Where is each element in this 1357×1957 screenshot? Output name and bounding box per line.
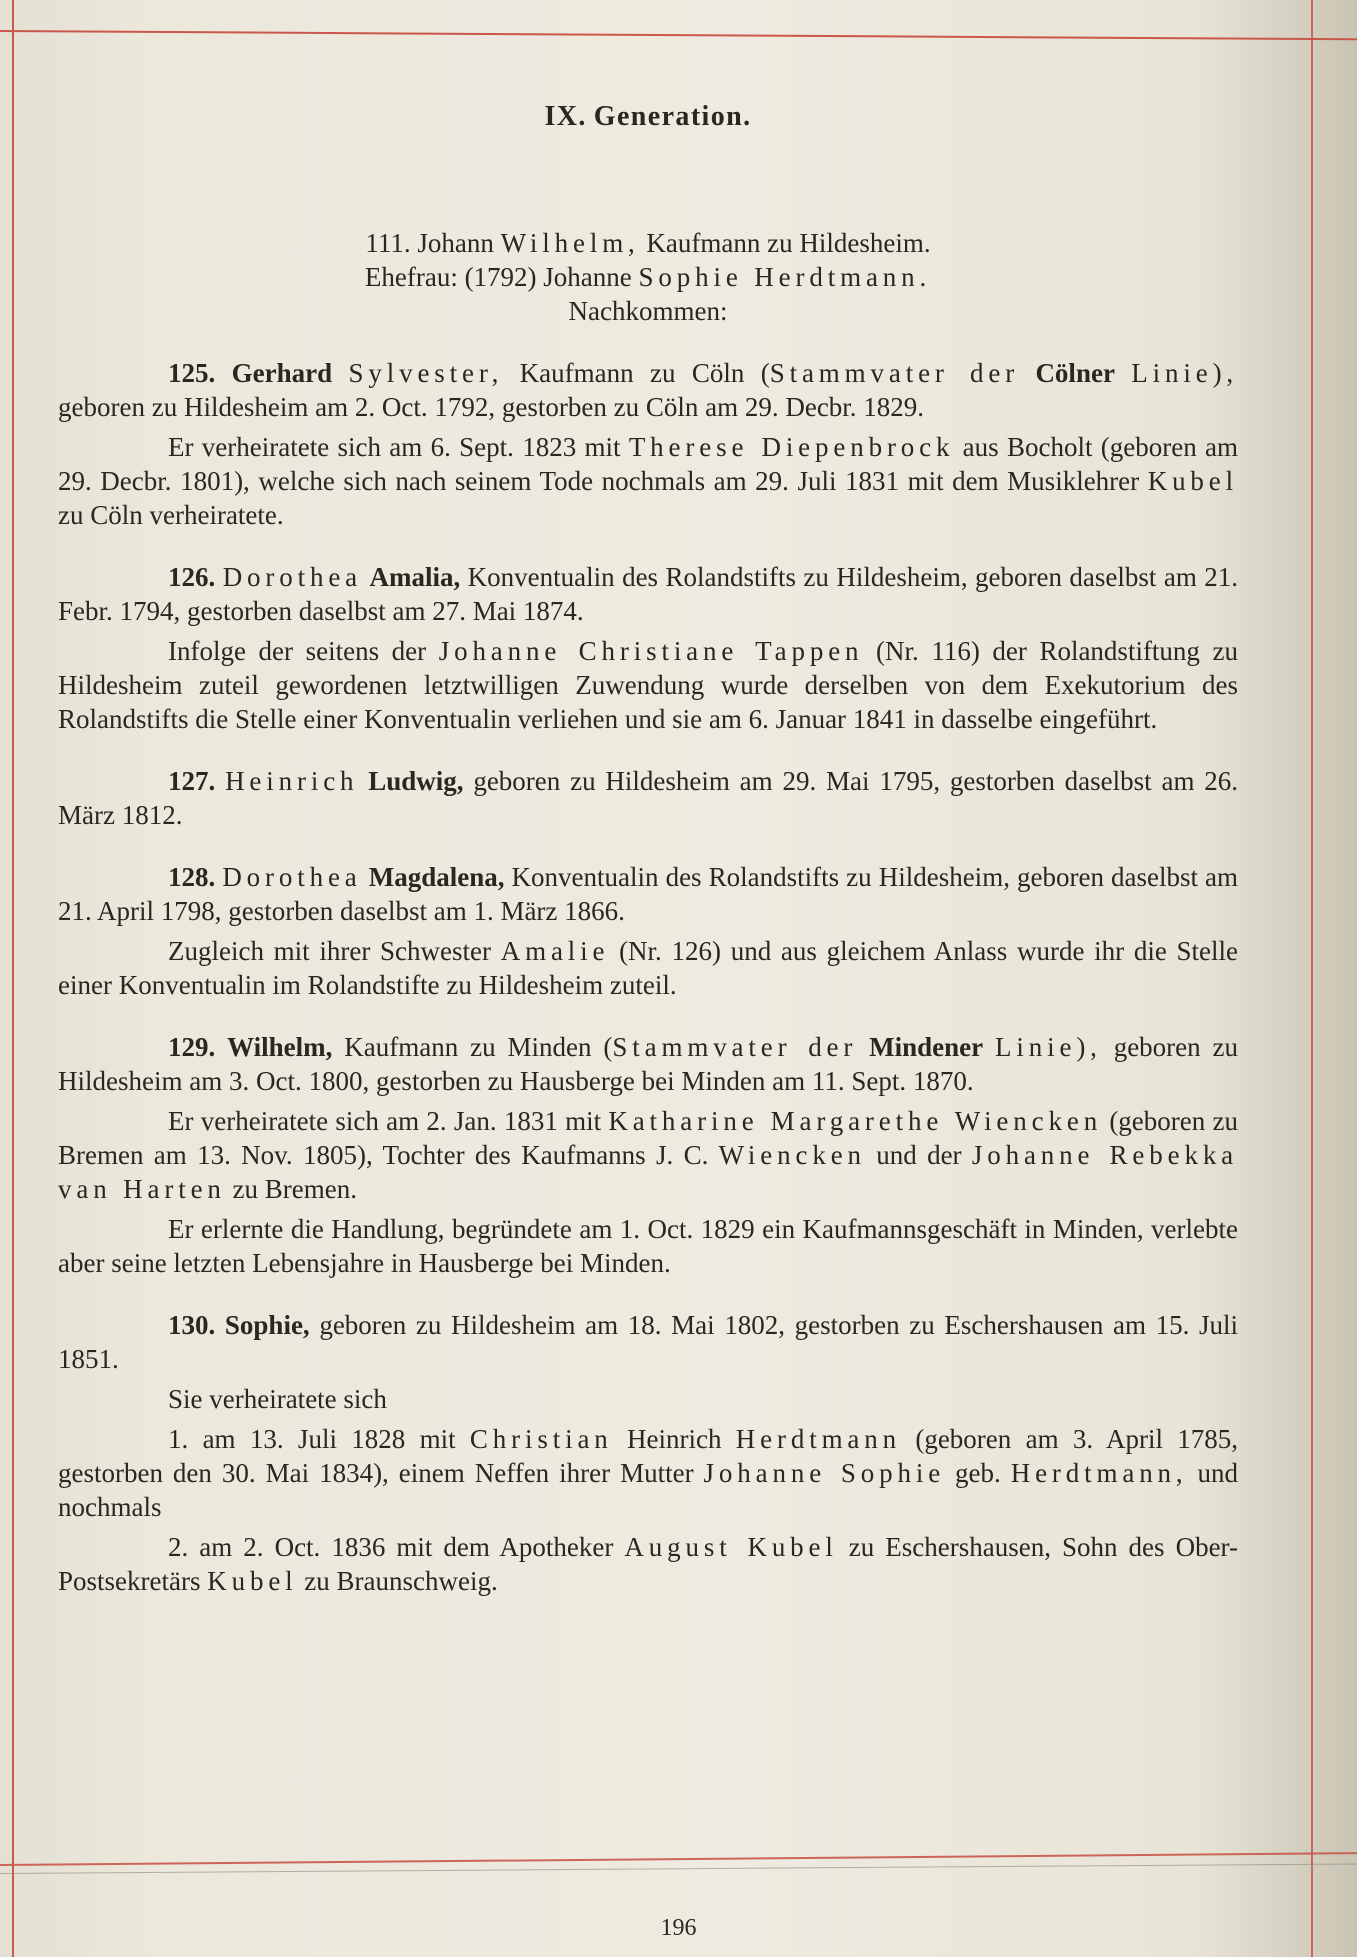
wife-line <box>58 260 1238 294</box>
entry-126-main <box>58 560 1238 628</box>
top-red-rule <box>0 30 1357 40</box>
entry-text: geboren zu Hildesheim am 3. Oct. 1800, gestorben zu Hausberge bei Minden am 11. Sept. 1870. <box>58 1032 1239 1096</box>
entry-number: 128. <box>168 862 216 892</box>
entry-text: Linie), <box>995 1032 1102 1062</box>
entry-129-main <box>58 1030 1238 1098</box>
entry-text: Cölner <box>1035 358 1115 388</box>
entry-name: Sophie, <box>224 1310 310 1340</box>
entry-text: (Nr. 116) der Rolandstiftung zu Hildesheim zuteil gewordenen letztwilligen Zuwendung wurde derselben von dem Exekutorium des Rolandstifts die Stelle einer Konventualin verliehen und sie am 6. Januar 1841 in dasselbe eingeführt. <box>58 636 1238 734</box>
entry-129-marriage <box>58 1104 1238 1206</box>
entry-text: Linie), <box>1131 358 1239 388</box>
entry-text: geboren zu Hildesheim am 29. Mai 1795, gestorben daselbst am 26. März 1812. <box>58 766 1239 830</box>
entry-127-main <box>58 764 1238 832</box>
entry-129 <box>58 1030 1238 1280</box>
entry-text: Katharine Margarethe Wiencken <box>608 1106 1103 1136</box>
parent-first-name: Johann <box>417 228 494 258</box>
page-number: 196 <box>660 1915 697 1941</box>
entry-name: Dorothea <box>222 862 362 892</box>
entry-text: zu Cöln verheiratete. <box>58 500 284 530</box>
entry-text: Kubel <box>207 1566 298 1596</box>
entry-129-career: Er erlernte die Handlung, begründete am 1. Oct. 1829 ein Kaufmannsgeschäft in Minden, verlebte aber seine letzten Lebensjahre in Hausberge bei Minden. <box>58 1214 1238 1278</box>
entry-text: Infolge der seitens der <box>168 636 427 666</box>
entry-name: Ludwig, <box>368 766 464 796</box>
nachkommen-label: Nachkommen: <box>568 296 728 326</box>
entry-126-note <box>58 634 1238 736</box>
entry-text: und nochmals <box>58 1458 1238 1522</box>
entry-text: Johanne Sophie <box>703 1458 946 1488</box>
entry-name: Sylvester, <box>348 358 504 388</box>
wife-name: Sophie Herdtmann. <box>638 262 932 292</box>
entry-125 <box>58 356 1238 532</box>
entry-number: 125. <box>168 358 216 388</box>
entry-128-note <box>58 934 1238 1002</box>
entry-130-marriage-2 <box>58 1530 1238 1598</box>
entry-text: aus Bocholt (geboren am 29. Decbr. 1801), welche sich nach seinem Tode nochmals am 29. Juli 1831 mit dem Musiklehrer <box>58 432 1239 496</box>
generation-numeral: IX. <box>544 101 587 132</box>
entry-text: zu Eschershausen, Sohn des Ober-Postsekretärs <box>58 1532 1238 1596</box>
entry-text: Amalie <box>500 936 610 966</box>
entry-text: geboren zu Hildesheim am 2. Oct. 1792, gestorben zu Cöln am 29. Decbr. 1829. <box>58 392 925 422</box>
entry-text: Stammvater der <box>612 1032 858 1062</box>
entry-126 <box>58 560 1238 736</box>
entry-text: Konventualin des Rolandstifts zu Hildesheim, geboren daselbst am 21. April 1798, gestorben daselbst am 1. März 1866. <box>58 862 1239 926</box>
parent-occupation: Kaufmann zu Hildesheim. <box>646 228 931 258</box>
entry-text: Kaufmann zu Minden ( <box>344 1032 613 1062</box>
entry-text: Wiencken <box>718 1140 866 1170</box>
entry-number: 129. <box>168 1032 216 1062</box>
entry-128 <box>58 860 1238 1002</box>
page-content <box>58 100 1238 1598</box>
entry-text: Stammvater der <box>769 358 1020 388</box>
bottom-dashed-rule <box>0 1864 1357 1874</box>
generation-word: Generation. <box>593 101 752 132</box>
entry-130-marriage-1 <box>58 1422 1238 1524</box>
entry-text: Herdtmann <box>735 1424 901 1454</box>
parent-number: 111. <box>365 228 411 258</box>
entry-130-intro: Sie verheiratete sich <box>168 1384 387 1414</box>
entry-text: Therese Diepenbrock <box>628 432 955 462</box>
entry-name: Magdalena, <box>368 862 505 892</box>
entry-name: Dorothea <box>222 562 363 592</box>
generation-heading <box>58 100 1238 134</box>
entry-125-main <box>58 356 1238 424</box>
entry-text: zu Bremen. <box>232 1174 357 1204</box>
entry-text: (geboren am 3. April 1785, gestorben den 30. Mai 1834), einem Neffen ihrer Mutter <box>58 1424 1239 1488</box>
entry-text: Er verheiratete sich am 6. Sept. 1823 mit <box>168 432 621 462</box>
entry-text: Heinrich <box>627 1424 722 1454</box>
entry-number: 130. <box>168 1310 216 1340</box>
entry-text: und der <box>876 1140 962 1170</box>
entry-text: Johanne Rebekka van Harten <box>58 1140 1239 1204</box>
entry-number: 126. <box>168 562 216 592</box>
entry-125-marriage <box>58 430 1238 532</box>
entry-text: Konventualin des Rolandstifts zu Hildesheim, geboren daselbst am 21. Febr. 1794, gestorben daselbst am 27. Mai 1874. <box>58 562 1239 626</box>
parent-line <box>58 226 1238 260</box>
entry-text: Zugleich mit ihrer Schwester <box>168 936 492 966</box>
entry-name: Gerhard <box>231 358 333 388</box>
entry-text: August Kubel <box>624 1532 838 1562</box>
entry-text: 2. am 2. Oct. 1836 mit dem Apotheker <box>168 1532 614 1562</box>
entry-text: geboren zu Hildesheim am 18. Mai 1802, gestorben zu Eschershausen am 15. Juli 1851. <box>58 1310 1239 1374</box>
entry-name: Amalia, <box>369 562 461 592</box>
entry-text: Herdtmann, <box>1010 1458 1188 1488</box>
entry-name: Wilhelm, <box>227 1032 333 1062</box>
entry-text: Kaufmann zu Cöln ( <box>519 358 770 388</box>
wife-label: Ehefrau: (1792) Johanne <box>364 262 632 292</box>
entry-128-main <box>58 860 1238 928</box>
entry-text: Mindener <box>869 1032 984 1062</box>
entry-text: (geboren zu Bremen am 13. Nov. 1805), Tochter des Kaufmanns J. C. <box>58 1106 1238 1170</box>
entry-text: Er verheiratete sich am 2. Jan. 1831 mit <box>168 1106 602 1136</box>
right-red-rule <box>1311 0 1313 1957</box>
entry-130-main <box>58 1308 1238 1376</box>
entry-text: Johanne Christiane Tappen <box>438 636 864 666</box>
entry-text: 1. am 13. Juli 1828 mit <box>168 1424 456 1454</box>
entry-text: Christian <box>469 1424 613 1454</box>
bottom-red-rule <box>0 1852 1357 1866</box>
entry-number: 127. <box>168 766 216 796</box>
entry-text: zu Braunschweig. <box>304 1566 498 1596</box>
entry-name: Heinrich <box>225 766 359 796</box>
entry-text: geb. <box>955 1458 1001 1488</box>
left-red-rule <box>12 0 14 1957</box>
entry-130 <box>58 1308 1238 1598</box>
entry-text: Kubel <box>1147 466 1239 496</box>
entry-text: (Nr. 126) und aus gleichem Anlass wurde ihr die Stelle einer Konventualin im Rolandstifte zu Hildesheim zuteil. <box>58 936 1238 1000</box>
entry-127 <box>58 764 1238 832</box>
parent-call-name: Wilhelm, <box>500 228 640 258</box>
